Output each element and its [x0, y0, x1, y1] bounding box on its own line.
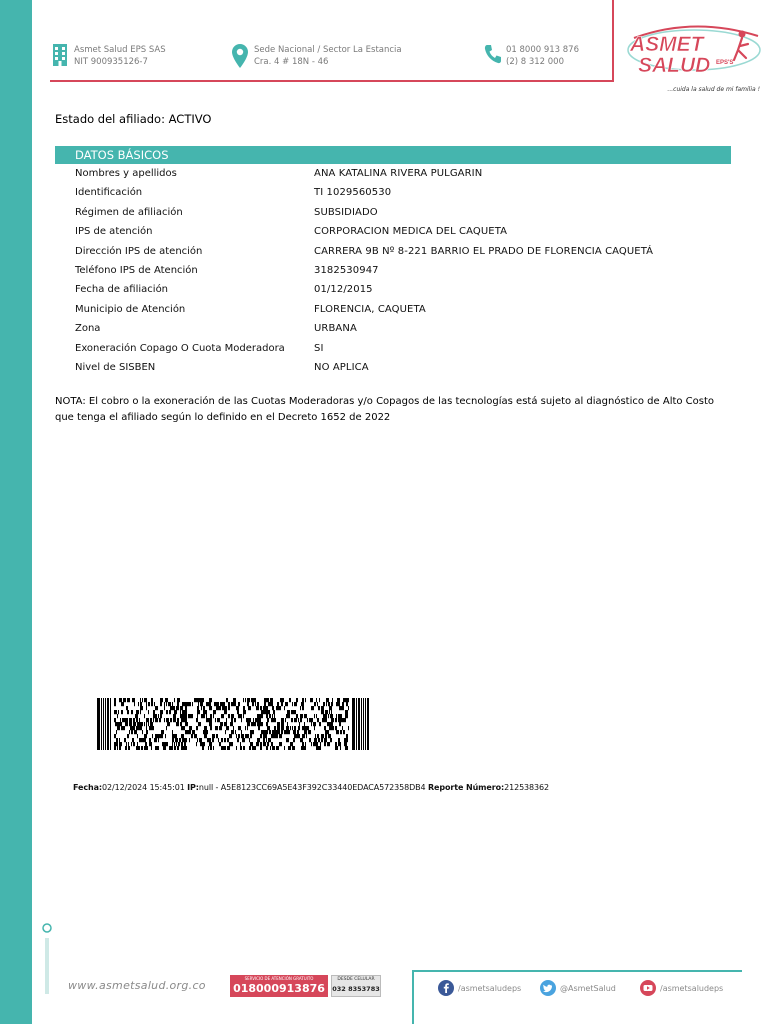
row-value: NO APLICA: [314, 361, 369, 373]
service-number: 018000913876: [233, 982, 325, 995]
row-label: IPS de atención: [75, 226, 153, 238]
row-label: Teléfono IPS de Atención: [75, 264, 198, 276]
company-nit: NIT 900935126-7: [74, 57, 148, 67]
cell-label: DESDE CELULAR: [337, 977, 375, 982]
facebook-handle: /asmetsaludeps: [458, 984, 522, 993]
row-value: URBANA: [314, 323, 357, 335]
website-link[interactable]: www.asmetsalud.org.co: [68, 979, 206, 992]
barcode-image: [97, 698, 369, 750]
basic-data-table: [75, 165, 735, 378]
table-row: [75, 262, 735, 281]
logo-mark: [624, 20, 764, 86]
table-row: [75, 243, 735, 262]
address-line1: Sede Nacional / Sector La Estancia: [254, 45, 402, 55]
table-row: [75, 340, 735, 359]
footer-divider-vertical: [412, 970, 414, 1024]
section-header: [55, 146, 731, 164]
ip-label: IP:: [187, 783, 199, 792]
row-value: ANA KATALINA RIVERA PULGARIN: [314, 168, 483, 179]
footer-divider: [412, 970, 742, 972]
service-label: SERVICIO DE ATENCIÓN GRATUITO: [244, 976, 314, 981]
free-service-line: [230, 975, 328, 997]
youtube-icon: [640, 980, 656, 998]
row-value: FLORENCIA, CAQUETA: [314, 303, 426, 315]
row-value: 3182530947: [314, 264, 379, 276]
row-label: Municipio de Atención: [75, 303, 186, 315]
row-label: Nombres y apellidos: [75, 168, 177, 179]
cell-line: [331, 975, 381, 997]
phone-icon: [484, 44, 502, 68]
reporte-value: 212538362: [504, 783, 550, 792]
header-divider: [50, 80, 612, 82]
copay-note: NOTA: El cobro o la exoneración de las Cuotas Moderadoras y/o Copagos de las tecnologías está sujeto al diagnóstico de Alto Costo que tenga el afiliado según lo definido en el Decreto 1652 de 2022: [55, 396, 715, 423]
logo-word-asmet: ASMET: [630, 33, 704, 56]
reporte-label: Reporte Número:: [428, 783, 505, 792]
row-value: CORPORACION MEDICA DEL CAQUETA: [314, 226, 508, 238]
affiliate-status: Estado del afiliado: ACTIVO: [55, 112, 212, 126]
side-decoration: [40, 920, 54, 1000]
row-value: TI 1029560530: [314, 187, 392, 199]
asmet-salud-logo: [624, 20, 764, 100]
company-name: Asmet Salud EPS SAS: [74, 45, 166, 55]
table-row: [75, 359, 735, 378]
table-row: [75, 320, 735, 339]
row-label: Fecha de afiliación: [75, 284, 169, 296]
row-label: Régimen de afiliación: [75, 206, 183, 218]
logo-badge: EPS'S: [716, 60, 734, 66]
map-pin-icon: [232, 44, 248, 72]
row-label: Identificación: [75, 187, 143, 199]
report-meta: [73, 783, 549, 792]
header-divider-vertical: [612, 0, 614, 82]
table-row: [75, 165, 735, 184]
table-row: [75, 281, 735, 300]
facebook-icon: [438, 980, 454, 998]
row-value: SI: [314, 342, 324, 354]
table-row: [75, 184, 735, 203]
phone-line1: 01 8000 913 876: [506, 45, 580, 55]
logo-word-salud: SALUD: [638, 54, 711, 77]
table-row: [75, 223, 735, 242]
row-label: Nivel de SISBEN: [75, 361, 156, 373]
fecha-value: 02/12/2024 15:45:01: [102, 783, 185, 792]
twitter-icon: [540, 980, 556, 998]
table-row: [75, 301, 735, 320]
row-value: CARRERA 9B Nº 8-221 BARRIO EL PRADO DE FLORENCIA CAQUETÁ: [314, 245, 654, 257]
ip-value: null - A5E8123CC69A5E43F392C33440EDACA572358DB4: [198, 783, 426, 792]
row-value: SUBSIDIADO: [314, 206, 378, 218]
building-icon: [52, 44, 68, 70]
row-value: 01/12/2015: [314, 284, 373, 296]
youtube-handle: /asmetsaludeps: [660, 984, 724, 993]
document-header: [32, 0, 768, 110]
section-title: DATOS BÁSICOS: [75, 148, 169, 162]
table-row: [75, 204, 735, 223]
row-label: Dirección IPS de atención: [75, 245, 203, 257]
fecha-label: Fecha:: [73, 783, 103, 792]
cell-number: 032 8353783: [332, 985, 380, 993]
row-label: Exoneración Copago O Cuota Moderadora: [75, 342, 285, 354]
left-accent-band: [0, 0, 32, 1024]
logo-tagline: ...cuida la salud de mi familia !: [667, 86, 760, 93]
twitter-handle: @AsmetSalud: [560, 984, 616, 993]
phone-line2: (2) 8 312 000: [506, 57, 565, 67]
address-line2: Cra. 4 # 18N - 46: [254, 57, 329, 67]
row-label: Zona: [75, 323, 101, 335]
